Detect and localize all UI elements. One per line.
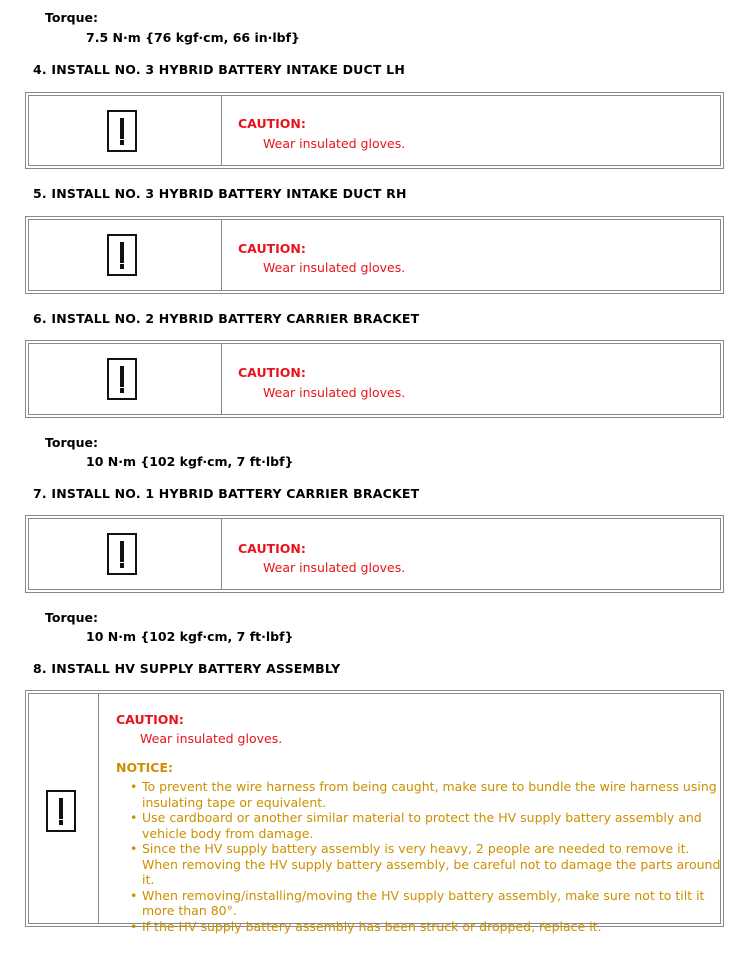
caution-title: CAUTION: bbox=[116, 712, 184, 727]
caution-text: Wear insulated gloves. bbox=[263, 560, 406, 575]
caution-text: Wear insulated gloves. bbox=[263, 260, 406, 275]
caution-exclamation-icon bbox=[107, 234, 137, 276]
torque-label: Torque: bbox=[45, 435, 98, 450]
step-7-caution-box bbox=[25, 515, 724, 593]
caution-title: CAUTION: bbox=[238, 116, 306, 131]
caution-exclamation-icon bbox=[46, 790, 76, 832]
notice-item: • Since the HV supply battery assembly is very heavy, 2 people are needed to remove it. When removing the HV supply battery assembly, be careful not to damage the parts around it. bbox=[130, 841, 722, 888]
step-8-caution-notice-box bbox=[25, 690, 724, 934]
torque-value: 10 N·m {102 kgf·cm, 7 ft·lbf} bbox=[86, 454, 294, 469]
caution-title: CAUTION: bbox=[238, 541, 306, 556]
torque-label: Torque: bbox=[45, 610, 98, 625]
caution-exclamation-icon bbox=[107, 533, 137, 575]
notice-title: NOTICE: bbox=[116, 760, 173, 775]
step-4-title: 4. INSTALL NO. 3 HYBRID BATTERY INTAKE DUCT LH bbox=[33, 62, 406, 77]
step-5-caution-box bbox=[25, 216, 724, 294]
notice-item: • To prevent the wire harness from being caught, make sure to bundle the wire harness using insulating tape or equivalent. bbox=[130, 779, 722, 810]
step-7-title: 7. INSTALL NO. 1 HYBRID BATTERY CARRIER BRACKET bbox=[33, 486, 420, 501]
caution-text: Wear insulated gloves. bbox=[263, 385, 406, 400]
step-4-caution-box bbox=[25, 92, 724, 169]
step-8-title: 8. INSTALL HV SUPPLY BATTERY ASSEMBLY bbox=[33, 661, 341, 676]
caution-text: Wear insulated gloves. bbox=[263, 136, 406, 151]
torque-label: Torque: bbox=[45, 10, 98, 25]
caution-text: Wear insulated gloves. bbox=[140, 731, 283, 746]
caution-title: CAUTION: bbox=[238, 241, 306, 256]
notice-item: • When removing/installing/moving the HV supply battery assembly, make sure not to tilt it more than 80°. bbox=[130, 888, 722, 919]
torque-value: 10 N·m {102 kgf·cm, 7 ft·lbf} bbox=[86, 629, 294, 644]
notice-item: • Use cardboard or another similar material to protect the HV supply battery assembly and vehicle body from damage. bbox=[130, 810, 722, 841]
caution-exclamation-icon bbox=[107, 358, 137, 400]
step-6-title: 6. INSTALL NO. 2 HYBRID BATTERY CARRIER BRACKET bbox=[33, 311, 420, 326]
step-6-caution-box bbox=[25, 340, 724, 418]
notice-list bbox=[130, 779, 722, 934]
notice-item: • If the HV supply battery assembly has been struck or dropped, replace it. bbox=[130, 919, 722, 935]
step-5-title: 5. INSTALL NO. 3 HYBRID BATTERY INTAKE DUCT RH bbox=[33, 186, 407, 201]
torque-value: 7.5 N·m {76 kgf·cm, 66 in·lbf} bbox=[86, 30, 300, 45]
caution-exclamation-icon bbox=[107, 110, 137, 152]
caution-title: CAUTION: bbox=[238, 365, 306, 380]
